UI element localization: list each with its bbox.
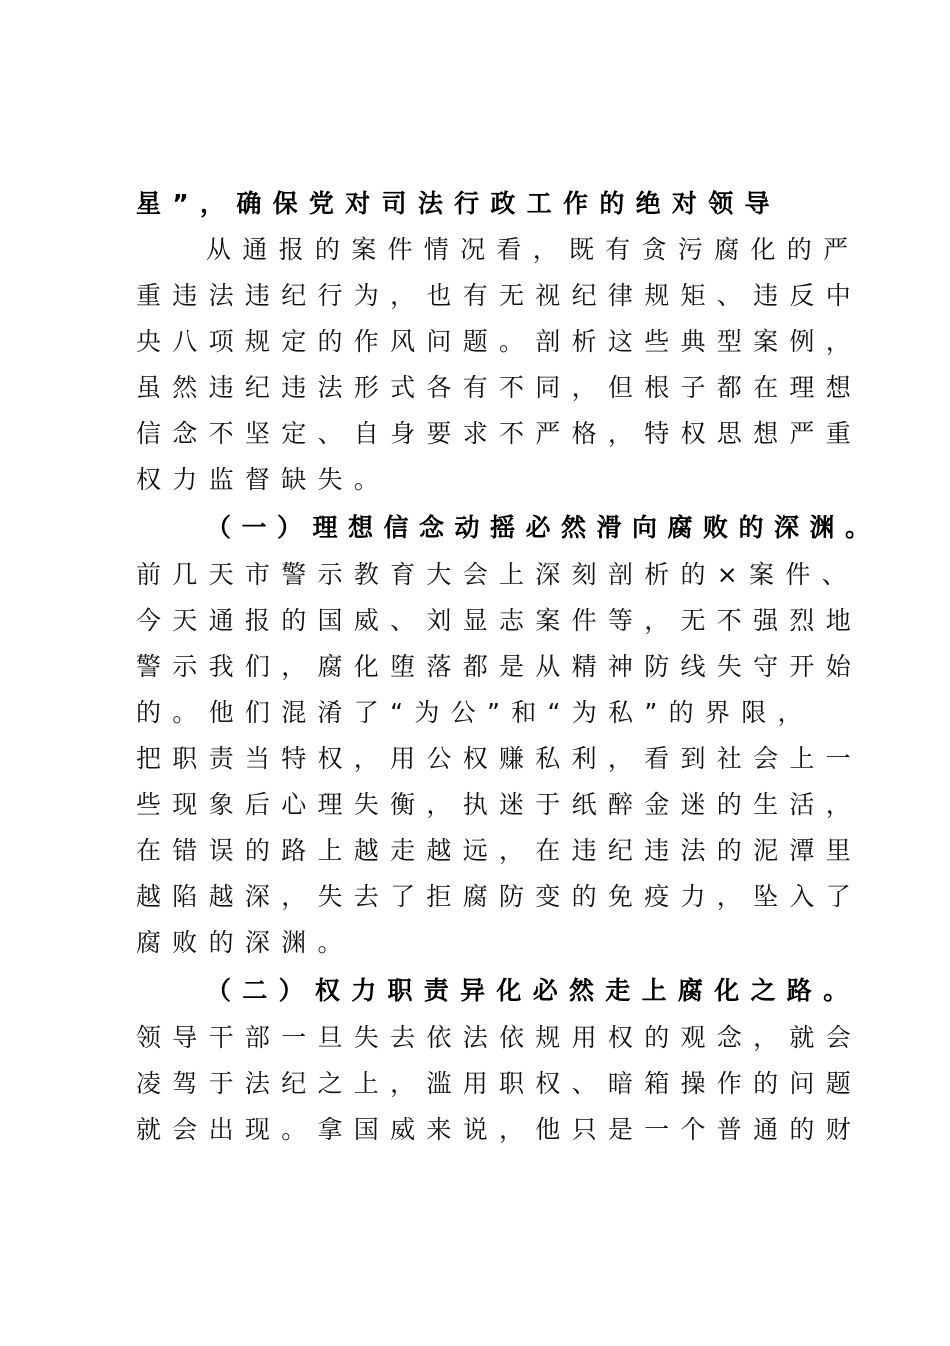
text-line-13: 把职责当特权，用公权赚私利，看到社会上一 <box>136 744 863 773</box>
text-line-1: 星”，确保党对司法行政工作的绝对领导 <box>136 189 781 218</box>
section-heading-1: （一）理想信念动摇必然滑向腐败的深渊。 <box>206 513 881 542</box>
section-heading-2: （二）权力职责异化必然走上腐化之路。 <box>206 976 860 1005</box>
text-line-6: 信念不坚定、自身要求不严格，特权思想严重 <box>136 419 863 448</box>
text-line-15: 在错误的路上越走越远，在违纪违法的泥潭里 <box>136 836 863 865</box>
text-line-10: 今天通报的国威、刘显志案件等，无不强烈地 <box>136 606 863 635</box>
text-line-14: 些现象后心理失衡，执迷于纸醉金迷的生活， <box>136 790 863 819</box>
text-line-3: 重违法违纪行为，也有无视纪律规矩、违反中 <box>136 281 863 310</box>
text-line-12: 的。他们混淆了“为公”和“为私”的界限， <box>136 698 814 727</box>
text-line-2: 从通报的案件情况看，既有贪污腐化的严 <box>206 235 860 264</box>
text-line-5: 虽然违纪违法形式各有不同，但根子都在理想 <box>136 373 863 402</box>
text-line-4: 央八项规定的作风问题。剖析这些典型案例， <box>136 327 863 356</box>
text-line-11: 警示我们，腐化堕落都是从精神防线失守开始 <box>136 652 863 681</box>
text-line-7: 权力监督缺失。 <box>136 465 391 494</box>
text-line-20: 凌驾于法纪之上，滥用职权、暗箱操作的问题 <box>136 1069 863 1098</box>
text-line-17: 腐败的深渊。 <box>136 928 354 957</box>
text-line-21: 就会出现。拿国威来说，他只是一个普通的财 <box>136 1115 863 1144</box>
text-line-9: 前几天市警示教育大会上深刻剖析的×案件、 <box>136 560 858 589</box>
text-line-19: 领导干部一旦失去依法依规用权的观念，就会 <box>136 1023 863 1052</box>
text-line-16: 越陷越深，失去了拒腐防变的免疫力，坠入了 <box>136 882 863 911</box>
